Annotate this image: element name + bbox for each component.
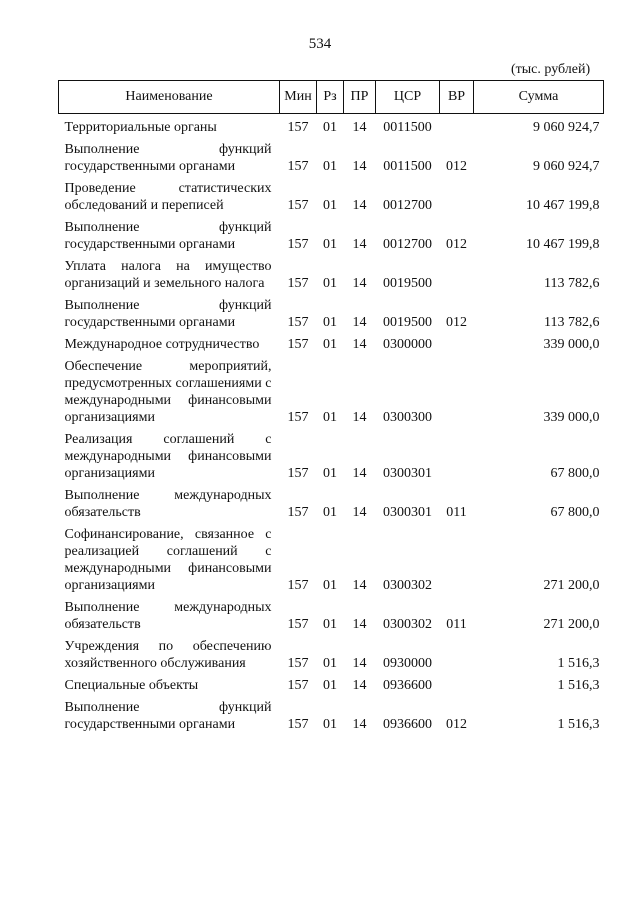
cell-sum: 67 800,0: [550, 505, 600, 520]
cell-name: Обеспечение мероприятий, предусмотренных соглашениями с международными финансовыми организациями: [64, 359, 272, 425]
cell-rz: 01: [323, 315, 337, 330]
cell-vr: [440, 331, 474, 353]
cell-vr: 012: [446, 315, 467, 330]
cell-sum: 113 782,6: [544, 315, 600, 330]
cell-pr: 14: [352, 120, 367, 135]
cell-csr: 0012700: [383, 198, 432, 213]
cell-csr: 0300302: [383, 578, 432, 593]
cell-vr: [440, 253, 474, 292]
cell-pr: 14: [352, 656, 367, 671]
cell-name: Проведение статистических обследований и переписей: [64, 181, 272, 213]
cell-csr: 0930000: [383, 656, 432, 671]
table-row: [59, 482, 604, 521]
cell-pr: 14: [352, 198, 367, 213]
table-body: [59, 114, 604, 734]
cell-csr: 0019500: [383, 276, 432, 291]
cell-csr: 0300000: [383, 337, 432, 352]
cell-min: 157: [287, 617, 309, 632]
cell-name: Выполнение международных обязательств: [64, 488, 272, 520]
cell-name: Территориальные органы: [64, 120, 217, 135]
cell-min: 157: [287, 717, 309, 732]
cell-pr: 14: [352, 505, 367, 520]
cell-csr: 0300301: [383, 466, 432, 481]
cell-rz: 01: [323, 237, 337, 252]
cell-csr: 0936600: [383, 678, 432, 693]
cell-pr: 14: [352, 578, 367, 593]
table-row: [59, 521, 604, 594]
cell-min: 157: [287, 505, 309, 520]
cell-name: Софинансирование, связанное с реализацией соглашений с международными финансовыми организациями: [64, 527, 272, 593]
cell-rz: 01: [323, 337, 337, 352]
cell-csr: 0936600: [383, 717, 432, 732]
cell-rz: 01: [323, 120, 337, 135]
cell-vr: [440, 353, 474, 426]
cell-min: 157: [287, 337, 309, 352]
cell-rz: 01: [323, 198, 337, 213]
cell-pr: 14: [352, 678, 367, 693]
cell-rz: 01: [323, 578, 337, 593]
cell-name: Выполнение функций государственными органами: [64, 700, 272, 732]
cell-rz: 01: [323, 159, 337, 174]
cell-vr: 011: [446, 505, 467, 520]
cell-sum: 10 467 199,8: [526, 198, 600, 213]
cell-sum: 271 200,0: [543, 617, 600, 632]
cell-rz: 01: [323, 276, 337, 291]
cell-rz: 01: [323, 678, 337, 693]
budget-table: [58, 80, 604, 733]
cell-rz: 01: [323, 717, 337, 732]
cell-min: 157: [287, 198, 309, 213]
table-header-row: [59, 81, 604, 114]
table-row: [59, 426, 604, 482]
table-row: [59, 175, 604, 214]
cell-csr: 0011500: [383, 120, 432, 135]
cell-sum: 1 516,3: [557, 656, 600, 671]
cell-csr: 0300300: [383, 410, 432, 425]
table-row: [59, 694, 604, 733]
cell-min: 157: [287, 315, 309, 330]
header-min: Мин: [280, 81, 317, 114]
cell-sum: 1 516,3: [557, 678, 600, 693]
cell-rz: 01: [323, 656, 337, 671]
cell-name: Международное сотрудничество: [64, 337, 260, 352]
page-number: 534: [308, 36, 332, 52]
header-pr: ПР: [344, 81, 376, 114]
table-row: [59, 331, 604, 353]
cell-sum: 67 800,0: [550, 466, 600, 481]
cell-sum: 1 516,3: [557, 717, 600, 732]
cell-csr: 0019500: [383, 315, 432, 330]
cell-rz: 01: [323, 505, 337, 520]
cell-rz: 01: [323, 410, 337, 425]
cell-pr: 14: [352, 617, 367, 632]
table-row: [59, 353, 604, 426]
cell-min: 157: [287, 678, 309, 693]
cell-min: 157: [287, 120, 309, 135]
cell-min: 157: [287, 237, 309, 252]
cell-rz: 01: [323, 617, 337, 632]
table-row: [59, 136, 604, 175]
header-sum: Сумма: [474, 81, 604, 114]
cell-pr: 14: [352, 717, 367, 732]
cell-csr: 0012700: [383, 237, 432, 252]
cell-pr: 14: [352, 410, 367, 425]
cell-vr: [440, 114, 474, 137]
table-row: [59, 594, 604, 633]
cell-min: 157: [287, 578, 309, 593]
table-row: [59, 292, 604, 331]
cell-vr: 012: [446, 717, 467, 732]
cell-name: Выполнение функций государственными органами: [64, 298, 272, 330]
cell-vr: [440, 426, 474, 482]
header-csr: ЦСР: [376, 81, 440, 114]
cell-pr: 14: [352, 466, 367, 481]
cell-vr: 011: [446, 617, 467, 632]
cell-sum: 113 782,6: [544, 276, 600, 291]
cell-min: 157: [287, 410, 309, 425]
header-name: Наименование: [59, 81, 280, 114]
table-row: [59, 114, 604, 137]
cell-vr: [440, 672, 474, 694]
table-row: [59, 633, 604, 672]
cell-name: Выполнение функций государственными органами: [64, 220, 272, 252]
cell-vr: [440, 521, 474, 594]
cell-name: Учреждения по обеспечению хозяйственного обслуживания: [64, 639, 272, 671]
cell-name: Специальные объекты: [64, 678, 199, 693]
cell-min: 157: [287, 159, 309, 174]
table-row: [59, 214, 604, 253]
cell-name: Уплата налога на имущество организаций и земельного налога: [64, 259, 272, 291]
cell-sum: 339 000,0: [543, 410, 600, 425]
cell-csr: 0011500: [383, 159, 432, 174]
cell-pr: 14: [352, 315, 367, 330]
header-vr: ВР: [440, 81, 474, 114]
cell-sum: 9 060 924,7: [533, 159, 600, 174]
cell-rz: 01: [323, 466, 337, 481]
cell-sum: 10 467 199,8: [526, 237, 600, 252]
cell-pr: 14: [352, 276, 367, 291]
table-row: [59, 672, 604, 694]
cell-vr: 012: [446, 159, 467, 174]
cell-pr: 14: [352, 337, 367, 352]
cell-sum: 339 000,0: [543, 337, 600, 352]
cell-name: Выполнение функций государственными органами: [64, 142, 272, 174]
header-rz: Рз: [317, 81, 344, 114]
cell-pr: 14: [352, 237, 367, 252]
cell-csr: 0300302: [383, 617, 432, 632]
cell-min: 157: [287, 656, 309, 671]
units-label: (тыс. рублей): [511, 62, 591, 77]
cell-vr: [440, 633, 474, 672]
cell-sum: 9 060 924,7: [533, 120, 600, 135]
cell-sum: 271 200,0: [543, 578, 600, 593]
cell-vr: [440, 175, 474, 214]
cell-min: 157: [287, 466, 309, 481]
cell-name: Реализация соглашений с международными финансовыми организациями: [64, 432, 272, 481]
cell-min: 157: [287, 276, 309, 291]
table-row: [59, 253, 604, 292]
cell-vr: 012: [446, 237, 467, 252]
cell-csr: 0300301: [383, 505, 432, 520]
cell-name: Выполнение международных обязательств: [64, 600, 272, 632]
cell-pr: 14: [352, 159, 367, 174]
